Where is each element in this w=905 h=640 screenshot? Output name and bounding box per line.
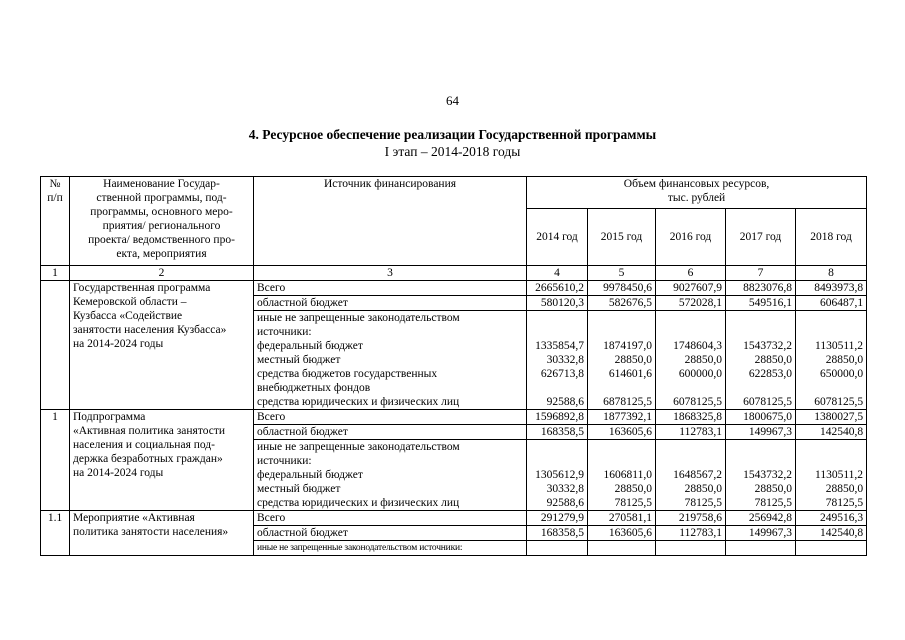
funding-source-line: иные не запрещенные законодательством источники:: [257, 543, 463, 553]
funding-source: [254, 296, 527, 311]
funding-source-line: местный бюджет: [257, 354, 341, 366]
amount-value: 1543732,2: [743, 340, 792, 352]
amount-value: 28850,0: [684, 354, 722, 366]
year-2015: 2015 год: [588, 209, 656, 266]
amount-value: 1543732,2: [743, 469, 792, 481]
year-2016: 2016 год: [656, 209, 726, 266]
amount-cell: 8493973,8: [796, 281, 867, 296]
amount-value: 92588,6: [546, 396, 584, 408]
funding-source: [254, 541, 527, 556]
amount-value: [799, 311, 863, 325]
row-number: [41, 281, 70, 410]
funding-source-line: областной бюджет: [257, 297, 348, 309]
amount-cell: 256942,8: [726, 511, 796, 526]
amount-value: [591, 311, 652, 325]
amount-value: 600000,0: [678, 368, 722, 380]
year-2018: 2018 год: [796, 209, 867, 266]
document-title: 4. Ресурсное обеспечение реализации Государственной программы: [248, 127, 657, 142]
col-number: 1: [41, 266, 70, 281]
year-2017: 2017 год: [726, 209, 796, 266]
amount-value: 1130511,2: [815, 469, 864, 481]
funding-source-line: источники:: [257, 455, 312, 467]
amount-value: [659, 440, 722, 454]
header-volume: [527, 177, 867, 209]
row-number: 1: [41, 410, 70, 511]
header-num-line: №: [49, 178, 61, 190]
amount-cell: 606487,1: [796, 296, 867, 311]
funding-source: [254, 425, 527, 440]
col-number: 3: [254, 266, 527, 281]
amount-value: 1130511,2: [815, 340, 864, 352]
header-name-line: екта, мероприятия: [116, 248, 207, 260]
amount-cell: 112783,1: [656, 425, 726, 440]
amount-value: 1748604,3: [673, 340, 722, 352]
amount-value: [659, 454, 722, 468]
amount-cell: [796, 311, 867, 410]
col-number: 4: [527, 266, 588, 281]
funding-source-line: средства юридических и физических лиц: [257, 396, 460, 408]
amount-cell: [726, 311, 796, 410]
amount-value: 28850,0: [825, 483, 864, 495]
funding-source-line: внебюджетных фондов: [257, 382, 371, 394]
amount-value: 28850,0: [825, 354, 864, 366]
amount-cell: [527, 440, 588, 511]
amount-cell: [588, 440, 656, 511]
program-name-line: Мероприятие «Активная: [73, 512, 195, 524]
table-row: [41, 410, 867, 425]
amount-value: 626713,8: [540, 368, 584, 380]
funding-source-line: средства юридических и физических лиц: [257, 497, 460, 509]
funding-source: [254, 410, 527, 425]
funding-source: [254, 440, 527, 511]
amount-cell: 582676,5: [588, 296, 656, 311]
table-row: [41, 281, 867, 296]
col-number: 6: [656, 266, 726, 281]
amount-value: 1606811,0: [603, 469, 652, 481]
header-name: [70, 177, 254, 266]
header-name-line: проекта/ ведомственного про-: [88, 234, 235, 246]
header-name-line: ственной программы, под-: [96, 192, 227, 204]
program-name-line: «Активная политика занятости: [73, 425, 226, 437]
amount-value: [530, 454, 584, 468]
amount-value: [799, 454, 863, 468]
amount-value: [729, 311, 792, 325]
amount-cell: 270581,1: [588, 511, 656, 526]
amount-value: 28850,0: [614, 354, 652, 366]
amount-value: 78125,5: [825, 497, 864, 509]
amount-value: [799, 325, 863, 339]
amount-value: [530, 440, 584, 454]
program-name-line: занятости населения Кузбасса»: [73, 324, 227, 336]
amount-cell: 1868325,8: [656, 410, 726, 425]
program-name-line: на 2014-2024 годы: [73, 338, 164, 350]
amount-cell: [656, 541, 726, 556]
amount-cell: [588, 541, 656, 556]
funding-source-line: источники:: [257, 326, 312, 338]
program-name: [70, 410, 254, 511]
program-name: [70, 511, 254, 556]
amount-value: [729, 381, 792, 395]
amount-value: 28850,0: [754, 354, 792, 366]
amount-cell: 219758,6: [656, 511, 726, 526]
amount-value: [659, 311, 722, 325]
funding-source: [254, 281, 527, 296]
amount-cell: 9027607,9: [656, 281, 726, 296]
amount-cell: [796, 440, 867, 511]
funding-source-line: Всего: [257, 282, 286, 294]
amount-cell: [527, 311, 588, 410]
funding-source-line: Всего: [257, 512, 286, 524]
header-name-line: приятия/ регионального: [102, 220, 221, 232]
amount-value: [530, 311, 584, 325]
amount-value: 78125,5: [614, 497, 652, 509]
amount-value: 92588,6: [546, 497, 584, 509]
amount-cell: [796, 541, 867, 556]
program-name-line: Государственная программа: [73, 282, 211, 294]
funding-source-line: иные не запрещенные законодательством: [257, 441, 460, 453]
amount-cell: 1877392,1: [588, 410, 656, 425]
amount-cell: 149967,3: [726, 425, 796, 440]
header-volume-line: Объем финансовых ресурсов,: [623, 178, 770, 190]
program-name-line: Кемеровской области –: [73, 296, 187, 308]
amount-cell: [656, 440, 726, 511]
funding-source-line: федеральный бюджет: [257, 340, 363, 352]
amount-cell: 1800675,0: [726, 410, 796, 425]
amount-value: 30332,8: [546, 483, 584, 495]
amount-value: [530, 381, 584, 395]
header-name-line: Наименование Государ-: [103, 178, 220, 190]
amount-cell: 549516,1: [726, 296, 796, 311]
amount-cell: 163605,6: [588, 526, 656, 541]
col-number: 7: [726, 266, 796, 281]
funding-source-line: областной бюджет: [257, 426, 348, 438]
funding-source: [254, 526, 527, 541]
amount-cell: 8823076,8: [726, 281, 796, 296]
amount-cell: [527, 541, 588, 556]
amount-value: [591, 325, 652, 339]
amount-value: 30332,8: [546, 354, 584, 366]
amount-value: [530, 325, 584, 339]
amount-cell: 9978450,6: [588, 281, 656, 296]
amount-cell: 149967,3: [726, 526, 796, 541]
funding-source-line: Всего: [257, 411, 286, 423]
program-name: [70, 281, 254, 410]
amount-cell: 291279,9: [527, 511, 588, 526]
amount-value: 78125,5: [754, 497, 792, 509]
resource-table: [40, 176, 867, 556]
header-source: Источник финансирования: [254, 177, 527, 266]
amount-value: 28850,0: [614, 483, 652, 495]
amount-value: [591, 454, 652, 468]
amount-value: 6078125,5: [673, 396, 722, 408]
amount-value: 28850,0: [754, 483, 792, 495]
amount-value: 1305612,9: [535, 469, 584, 481]
col-number: 2: [70, 266, 254, 281]
header-name-line: программы, основного меро-: [90, 206, 233, 218]
amount-cell: [656, 311, 726, 410]
amount-value: 6078125,5: [814, 396, 864, 408]
amount-value: [659, 325, 722, 339]
amount-value: 28850,0: [684, 483, 722, 495]
amount-cell: 168358,5: [527, 526, 588, 541]
amount-value: [799, 381, 863, 395]
amount-value: 650000,0: [819, 368, 864, 380]
amount-value: 78125,5: [684, 497, 722, 509]
header-num-line: п/п: [47, 192, 63, 204]
program-name-line: держка безработных граждан»: [73, 453, 223, 465]
amount-cell: 1596892,8: [527, 410, 588, 425]
program-name-line: на 2014-2024 годы: [73, 467, 164, 479]
funding-source-line: федеральный бюджет: [257, 469, 363, 481]
amount-value: 6078125,5: [743, 396, 792, 408]
year-2014: 2014 год: [527, 209, 588, 266]
amount-value: 1335854,7: [535, 340, 584, 352]
amount-value: [591, 381, 652, 395]
amount-cell: 2665610,2: [527, 281, 588, 296]
amount-cell: 142540,8: [796, 526, 867, 541]
funding-source-line: иные не запрещенные законодательством: [257, 312, 460, 324]
document-subtitle: I этап – 2014-2018 годы: [384, 144, 521, 159]
amount-cell: 572028,1: [656, 296, 726, 311]
col-number: 8: [796, 266, 867, 281]
amount-cell: 163605,6: [588, 425, 656, 440]
row-number: 1.1: [41, 511, 70, 556]
program-name-line: населения и социальная под-: [73, 439, 215, 451]
amount-cell: 168358,5: [527, 425, 588, 440]
amount-value: 622853,0: [748, 368, 792, 380]
funding-source-line: областной бюджет: [257, 527, 348, 539]
funding-source: [254, 511, 527, 526]
amount-value: [729, 325, 792, 339]
table-row: [41, 511, 867, 526]
column-numbers-row: [41, 266, 867, 281]
funding-source-line: местный бюджет: [257, 483, 341, 495]
program-name-line: Подпрограмма: [73, 411, 146, 423]
program-name-line: Кузбасса «Содействие: [73, 310, 183, 322]
amount-value: 614601,6: [608, 368, 652, 380]
amount-value: [659, 381, 722, 395]
amount-cell: 142540,8: [796, 425, 867, 440]
funding-source-line: средства бюджетов государственных: [257, 368, 438, 380]
amount-value: [729, 440, 792, 454]
amount-cell: 1380027,5: [796, 410, 867, 425]
amount-cell: [588, 311, 656, 410]
amount-value: [591, 440, 652, 454]
header-volume-line: тыс. рублей: [667, 192, 726, 204]
amount-value: 1648567,2: [673, 469, 722, 481]
amount-cell: [726, 541, 796, 556]
col-number: 5: [588, 266, 656, 281]
amount-value: [729, 454, 792, 468]
amount-cell: 112783,1: [656, 526, 726, 541]
header-num: [41, 177, 70, 266]
amount-cell: 580120,3: [527, 296, 588, 311]
amount-cell: [726, 440, 796, 511]
amount-cell: 249516,3: [796, 511, 867, 526]
table-header: [41, 177, 867, 209]
amount-value: 6878125,5: [603, 396, 652, 408]
amount-value: [799, 440, 863, 454]
funding-source: [254, 311, 527, 410]
page-number: 64: [446, 93, 459, 108]
amount-value: 1874197,0: [603, 340, 652, 352]
program-name-line: политика занятости населения»: [73, 526, 229, 538]
